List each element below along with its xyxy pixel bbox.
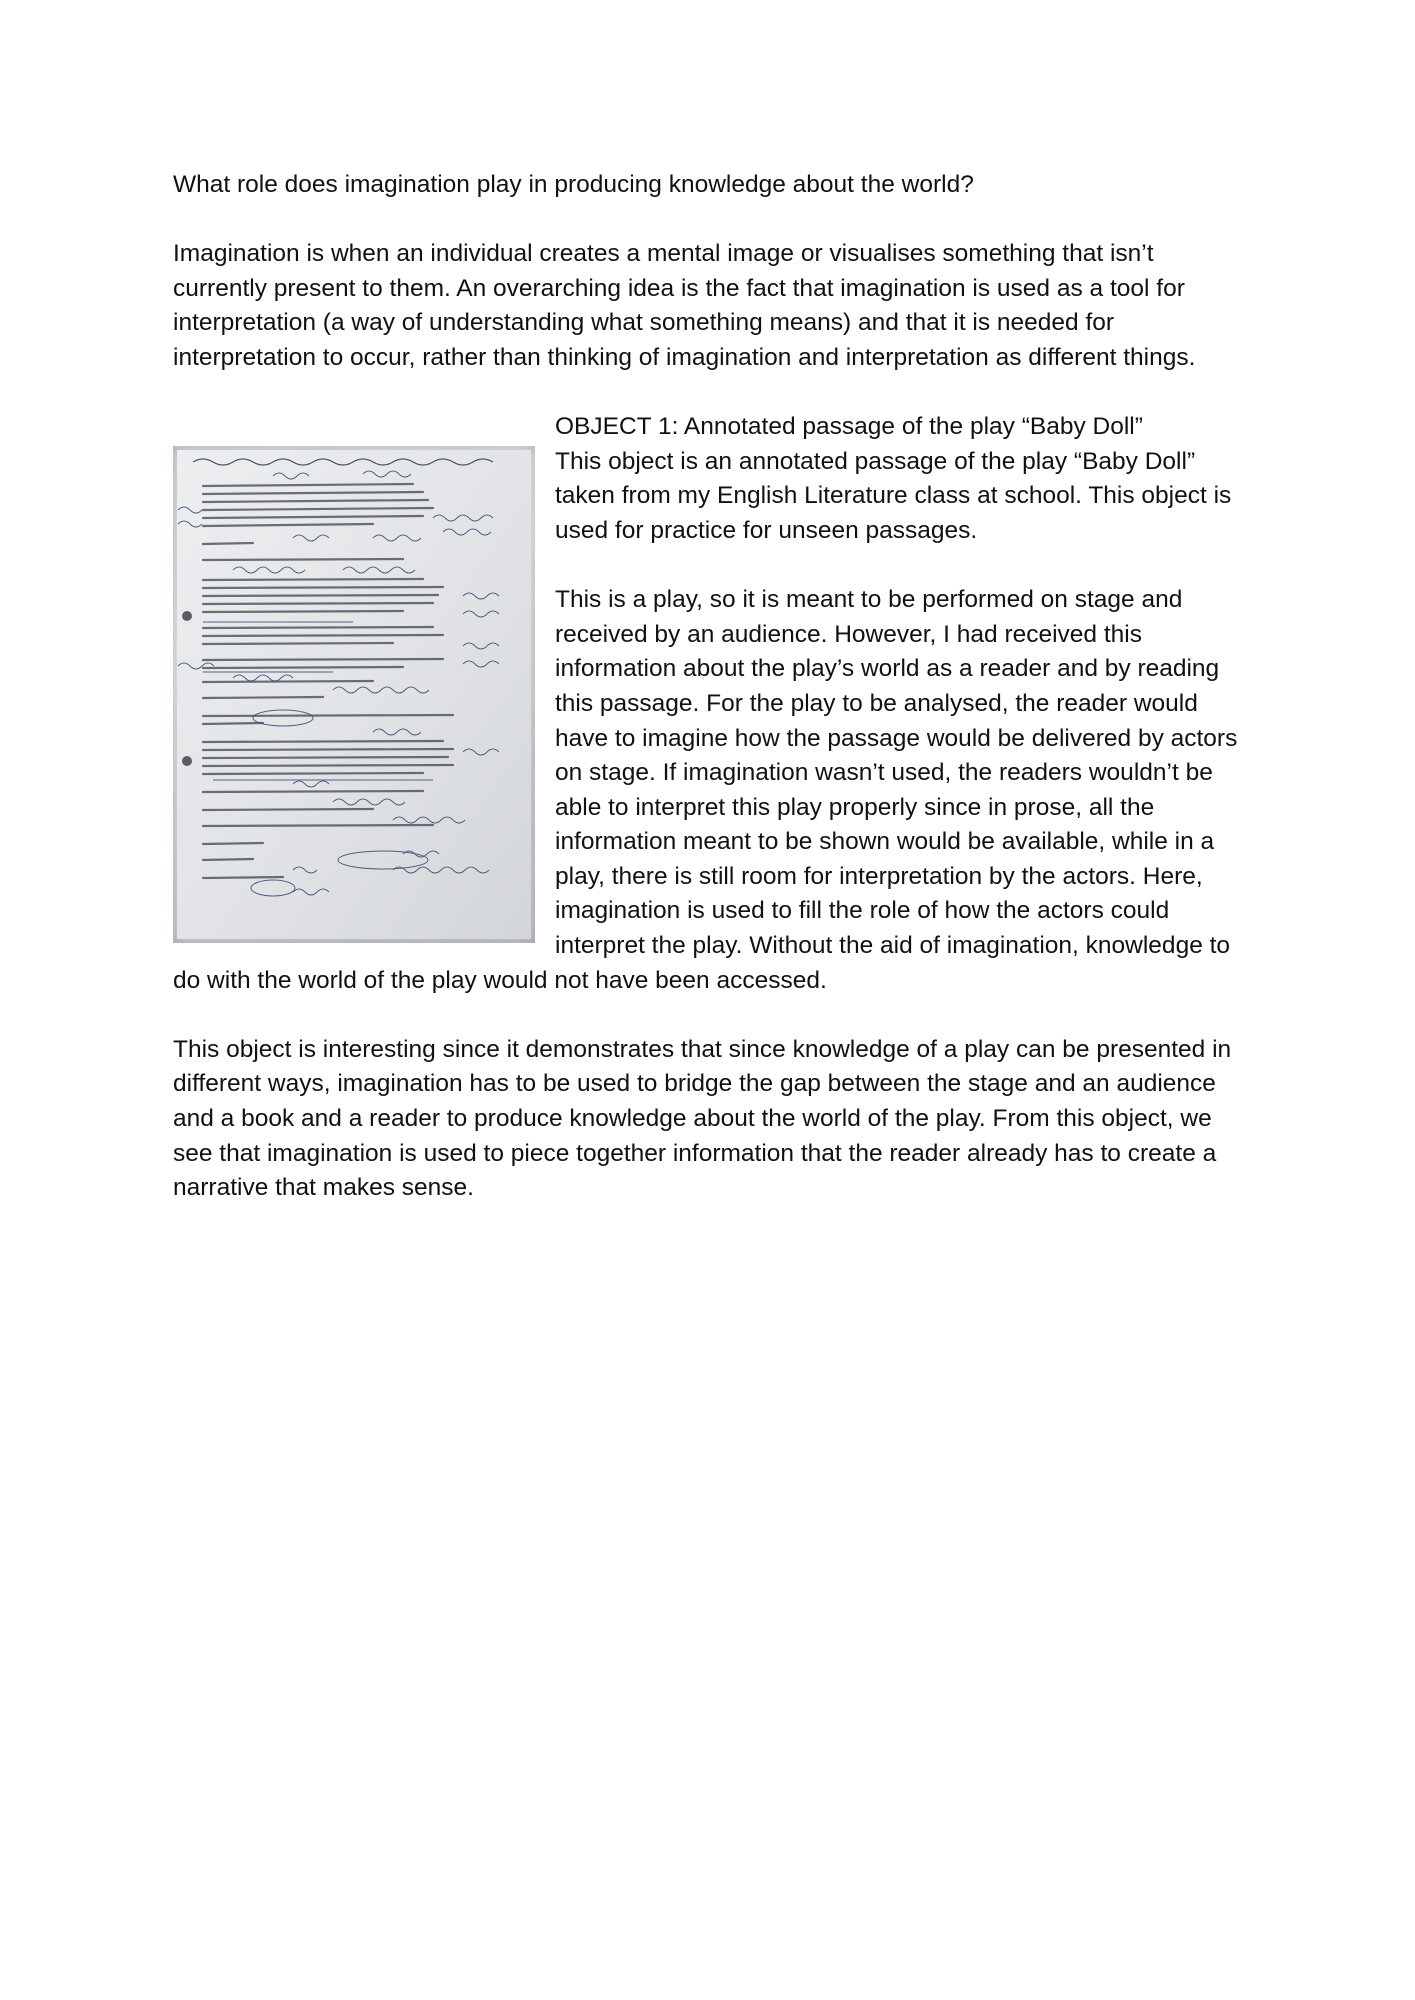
object-description: This object is an annotated passage of the play “Baby Doll” taken from my English Literature class at school. This object is used for practice for unseen passages. [555,447,1232,544]
analysis-paragraph: This is a play, so it is meant to be performed on stage and received by an audience. However, I had received this information about the play’s world as a reader and by reading this passage. For the play to be analysed, the reader would have to imagine how the passage would be delivered by actors on stage. If imagination wasn’t used, the readers wouldn’t be able to interpret this play properly since in prose, all the information meant to be shown would be available, while in a play, there is still room for interpretation by the actors. Here, imagination is used to fill the role of how the actors could interpret the play. Without the aid of imagination, knowledge to do with the world of the play would not have been accessed. [173,586,1238,994]
object-heading: OBJECT 1: Annotated passage of the play “Baby Doll” [555,413,1143,441]
script-photo-drawing [173,446,535,943]
essay-question: What role does imagination play in producing knowledge about the world? [173,171,974,198]
annotated-script-photo [173,446,535,943]
document-body [173,168,1253,1240]
conclusion-paragraph: This object is interesting since it demonstrates that since knowledge of a play can be presented in different ways, imagination has to be used to bridge the gap between the stage and an audience and a book and a reader to produce knowledge about the world of the play. From this object, we see that imagination is used to piece together information that the reader already has to create a narrative that makes sense. [173,1035,1232,1202]
intro-paragraph: Imagination is when an individual creates a mental image or visualises something that isn’t currently present to them. An overarching idea is the fact that imagination is used as a tool for interpretation (a way of understanding what something means) and that it is needed for interpretation to occur, rather than thinking of imagination and interpretation as different things. [173,240,1196,371]
